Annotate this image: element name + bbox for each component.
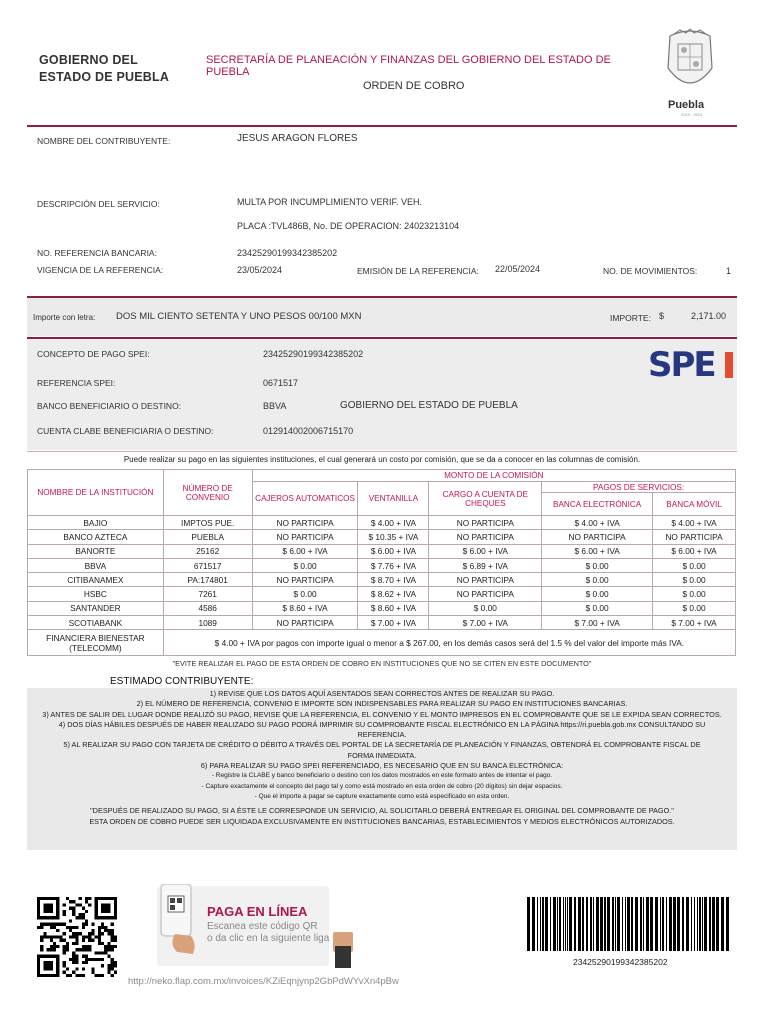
instruccion-4: 4) DOS DÍAS HÁBILES DESPUÉS DE HABER REALIZADO SU PAGO PODRÁ IMPRIMIR SU COMPROBANTE FISCAL ELECTRÓNICO EN LA PÁGINA https://ri.puebla.gob.mx CONSULTANDO SU REFERENCIA. [58,719,706,740]
table-cell: NO PARTICIPA [429,516,542,530]
table-row [28,516,736,530]
table-cell: NO PARTICIPA [653,530,736,544]
spei-banco-label: BANCO BENEFICIARIO O DESTINO: [37,401,182,411]
table-cell: $ 0.00 [252,558,358,572]
table-cell: $ 7.00 + IVA [429,616,542,630]
table-cell: 7261 [163,587,252,601]
table-cell: BANORTE [28,544,164,558]
table-cell: $ 4.00 + IVA [542,516,653,530]
instruccion-sub-3: - Que el importe a pagar se capture exactamente como está especificado en esta orden. [254,792,510,800]
nombre-value: JESUS ARAGON FLORES [237,133,358,144]
table-cell: $ 0.00 [653,587,736,601]
descripcion-value: MULTA POR INCUMPLIMIENTO VERIF. VEH. [237,197,423,207]
instituciones-notice: Puede realizar su pago en las siguientes instituciones, el cual generará un costo por comisión, que se da a conocer en las columnas de comisión. [123,455,641,464]
instruccion-5: 5) AL REALIZAR SU PAGO CON TARJETA DE CRÉDITO O DÉBITO A TRAVÉS DEL PORTAL DE LA SECRETARÍA DE PLANEACIÓN Y FINANZAS, OBTENDRÁ EL COMPROBANTE FISCAL DE FORMA INMEDIATA. [63,740,701,760]
header-divider [27,125,737,127]
spei-banco-value: BBVA [263,401,287,411]
paga-subtitle-line2: o da clic en la siguiente liga [207,933,330,944]
table-cell: SANTANDER [28,601,164,615]
financiera-text: $ 4.00 + IVA por pagos con importe igual o menor a $ 267.00, en los demás casos será del 1.5 % del valor del importe más IVA. [163,630,735,656]
table-cell: $ 7.00 + IVA [358,616,429,630]
table-cell: NO PARTICIPA [252,530,358,544]
table-cell: $ 8.60 + IVA [358,601,429,615]
table-row [28,558,736,572]
table-cell: $ 0.00 [542,573,653,587]
table-cell: BAJIO [28,516,164,530]
instruccion-3: 3) ANTES DE SALIR DEL LUGAR DONDE REALIZÓ SU PAGO, REVISE QUE LA REFERENCIA, EL CONVENIO Y EL MONTO IMPRESOS EN EL COMPROBANTE QUE SE LE EXPIDA SEAN CORRECTOS. [42,709,722,719]
importe-amount: 2,171.00 [691,311,727,321]
table-cell: $ 6.00 + IVA [429,544,542,558]
table-cell: BANCO AZTECA [28,530,164,544]
government-name-line1: GOBIERNO DEL [39,53,138,67]
table-cell: CITIBANAMEX [28,573,164,587]
instruccion-1: 1) REVISE QUE LOS DATOS AQUÍ ASENTADOS SEAN CORRECTOS ANTES DE REALIZAR SU PAGO. [209,689,555,698]
header-monto: MONTO DE LA COMISIÓN [252,470,735,482]
referencia-label: NO. REFERENCIA BANCARIA: [37,248,157,258]
referencia-value: 23425290199342385202 [237,248,338,258]
vigencia-value: 23/05/2024 [237,265,283,275]
header-electronica: BANCA ELECTRÓNICA [542,493,653,516]
table-cell: $ 0.00 [653,558,736,572]
instruccion-closing-2: ESTA ORDEN DE COBRO PUEDE SER LIQUIDADA EXCLUSIVAMENTE EN INSTITUCIONES BANCARIAS, ESTABLECIMIENTOS Y MEDIOS ELECTRÓNICOS AUTORIZADOS. [89,816,675,826]
table-cell: $ 0.00 [542,601,653,615]
table-row [28,573,736,587]
estimado-title: ESTIMADO CONTRIBUYENTE: [110,676,254,687]
spei-logo-mark-icon [725,352,733,378]
coat-of-arms-icon [664,28,716,94]
table-cell: $ 0.00 [542,558,653,572]
table-cell: $ 8.70 + IVA [358,573,429,587]
table-cell: NO PARTICIPA [252,573,358,587]
table-cell: $ 4.00 + IVA [358,516,429,530]
table-cell: $ 0.00 [542,587,653,601]
paga-subtitle-line1: Escanea este código QR [207,921,318,932]
table-cell: $ 6.00 + IVA [358,544,429,558]
table-row [28,530,736,544]
header-movil: BANCA MÓVIL [653,493,736,516]
header-convenio: NÚMERO DE CONVENIO [163,470,252,516]
table-cell: BBVA [28,558,164,572]
instruccion-closing-1: "DESPUÉS DE REALIZADO SU PAGO, SI A ÉSTE LE CORRESPONDE UN SERVICIO, AL SOLICITARLO DEBERÁ ENTREGAR EL ORIGINAL DEL COMPROBANTE DE PAGO." [90,806,674,816]
instituciones-table [27,469,736,656]
table-cell: $ 7.76 + IVA [358,558,429,572]
puebla-logo: Puebla [668,99,705,111]
importe-letra-value: DOS MIL CIENTO SETENTA Y UNO PESOS 00/100 MXN [116,311,362,322]
header-servicios: PAGOS DE SERVICIOS: [542,482,736,493]
paga-en-linea-title: PAGA EN LÍNEA [207,904,308,919]
payment-link[interactable]: http://neko.flap.com.mx/invoices/KZiEqnjynp2GbPdWYvXn4pBw [128,976,399,987]
document-title: ORDEN DE COBRO [363,80,465,92]
table-cell: 1089 [163,616,252,630]
table-cell: $ 6.00 + IVA [252,544,358,558]
table-cell: IMPTOS PUE. [163,516,252,530]
table-cell: HSBC [28,587,164,601]
table-cell: $ 4.00 + IVA [653,516,736,530]
importe-letra-label: Importe con letra: [33,313,96,322]
table-cell: $ 8.60 + IVA [252,601,358,615]
placa-value: PLACA :TVL486B, No. DE OPERACION: 24023213104 [237,221,460,231]
spei-referencia-label: REFERENCIA SPEI: [37,378,116,388]
importe-currency: $ [659,311,665,321]
table-cell: $ 0.00 [252,587,358,601]
instruccion-6: 6) PARA REALIZAR SU PAGO SPEI REFERENCIADO, ES NECESARIO QUE EN SU BANCA ELECTRÓNICA: [200,761,564,771]
table-cell: $ 8.62 + IVA [358,587,429,601]
instruccion-sub-2: - Capture exactamente el concepto del pago tal y como está mostrado en esta orden de cobro (20 dígitos) sin dejar espacios. [201,782,563,790]
paga-en-linea-subtitle [207,921,329,945]
table-cell: 4586 [163,601,252,615]
table-cell: NO PARTICIPA [429,573,542,587]
secretaria-title: SECRETARÍA DE PLANEACIÓN Y FINANZAS DEL GOBIERNO DEL ESTADO DE PUEBLA [206,54,611,78]
spei-clabe-value: 012914002006715170 [263,426,354,436]
table-cell: $ 6.89 + IVA [429,558,542,572]
table-cell: NO PARTICIPA [252,616,358,630]
spei-concepto-value: 23425290199342385202 [263,349,364,359]
descripcion-label: DESCRIPCIÓN DEL SERVICIO: [37,199,160,209]
table-cell: 671517 [163,558,252,572]
table-cell: NO PARTICIPA [542,530,653,544]
barcode-icon [527,897,732,951]
financiera-name: FINANCIERA BIENESTAR (TELECOMM) [28,630,164,656]
spei-logo: SPE [648,345,715,385]
header-cajeros: CAJEROS AUTOMATICOS [252,482,358,516]
table-row [28,601,736,615]
table-cell: SCOTIABANK [28,616,164,630]
table-cell: $ 0.00 [429,601,542,615]
spei-beneficiario-value: GOBIERNO DEL ESTADO DE PUEBLA [340,400,518,411]
instruccion-sub-1: - Registre la CLABE y banco beneficiario o destino con los datos mostrados en este formato antes de intentar el pago. [211,772,553,780]
table-cell: $ 7.00 + IVA [653,616,736,630]
instrucciones-box [27,688,737,850]
table-cell: $ 6.00 + IVA [542,544,653,558]
puebla-logo-years: 2019 - 2024 [681,112,703,117]
government-name-line2: ESTADO DE PUEBLA [39,70,170,84]
vigencia-label: VIGENCIA DE LA REFERENCIA: [37,265,164,275]
header-institucion: NOMBRE DE LA INSTITUCIÓN [28,470,164,516]
instituciones-warning: "EVITE REALIZAR EL PAGO DE ESTA ORDEN DE COBRO EN INSTITUCIONES QUE NO SE CITEN EN ESTE DOCUMENTO" [172,659,592,668]
table-cell: NO PARTICIPA [252,516,358,530]
importe-label: IMPORTE: [610,313,651,323]
table-cell: PUEBLA [163,530,252,544]
table-cell: NO PARTICIPA [429,530,542,544]
instruccion-2: 2) EL NÚMERO DE REFERENCIA, CONVENIO E IMPORTE SON INDISPENSABLES PARA REALIZAR SU PAGO EN INSTITUCIONES BANCARIAS. [136,699,628,709]
table-cell: $ 0.00 [653,601,736,615]
barcode-number: 23425290199342385202 [573,957,668,967]
table-cell: $ 7.00 + IVA [542,616,653,630]
table-cell: $ 10.35 + IVA [358,530,429,544]
spei-clabe-label: CUENTA CLABE BENEFICIARIA O DESTINO: [37,426,214,436]
movimientos-value: 1 [726,266,732,276]
table-cell: NO PARTICIPA [429,587,542,601]
table-top-divider [27,451,737,452]
qr-code-icon[interactable] [37,897,117,977]
movimientos-label: NO. DE MOVIMIENTOS: [603,266,698,276]
table-cell: PA:174801 [163,573,252,587]
table-cell: $ 0.00 [653,573,736,587]
government-name [39,52,169,86]
table-cell: 25162 [163,544,252,558]
spei-referencia-value: 0671517 [263,378,299,388]
nombre-label: NOMBRE DEL CONTRIBUYENTE: [37,136,171,146]
header-ventanilla: VENTANILLA [358,482,429,516]
table-row [28,544,736,558]
table-row [28,616,736,630]
table-row [28,587,736,601]
header-cheques: CARGO A CUENTA DE CHEQUES [429,482,542,516]
table-cell: $ 6.00 + IVA [653,544,736,558]
spei-concepto-label: CONCEPTO DE PAGO SPEI: [37,349,150,359]
emision-value: 22/05/2024 [495,264,541,274]
emision-label: EMISIÓN DE LA REFERENCIA: [357,266,479,276]
